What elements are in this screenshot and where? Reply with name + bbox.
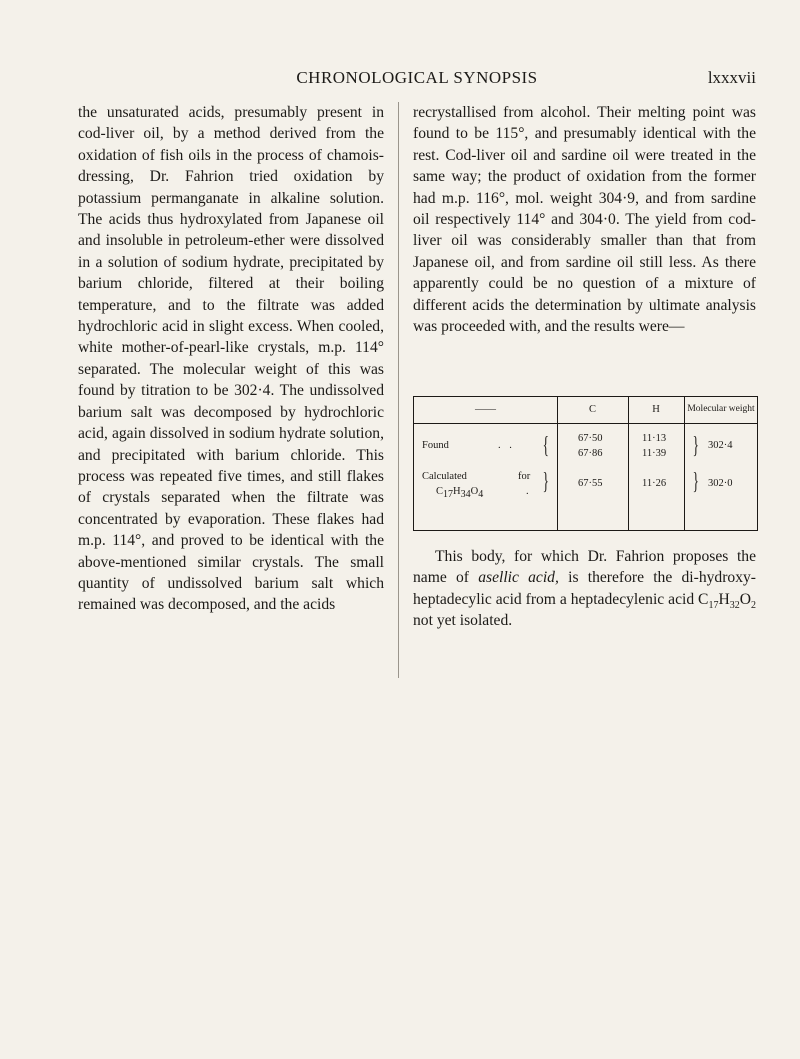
brace-icon: } [692,433,699,459]
right-column [413,102,756,337]
page-number: lxxxvii [707,68,756,87]
right-paragraph: recrystallised from alcohol. Their melting point was found to be 115°, and presumably identical with the rest. Cod-liver oil and sardine oil were treated in the same way; the product of oxidation from the former had m.p. 116°, mol. weight 304·9, and from sardine oil respectively 114° and 304·0. The yield from cod-liver oil was considerably smaller than that from Japanese oil, and from sardine oil still less. As there apparently could be no question of a mixture of different acids the determination by ultimate analysis was proceeded with, and the results were— [413,104,756,336]
column-divider [398,102,399,678]
found-h1: 11·13 [642,433,667,444]
calculated-formula: $C_{17}H_{34}O_4$ [436,486,484,501]
acid-name: asellic acid, [478,569,559,587]
conclusion-text: is therefore the di-hydroxy-heptadecylic acid from a heptadecylenic acid C [413,569,756,608]
running-header [78,68,756,92]
found-label: Found [422,440,449,451]
found-c1: 67·50 [578,433,603,444]
analysis-table [413,396,758,531]
left-paragraph: the unsaturated acids, presumably present in cod-liver oil, by a method derived from the oxidation of fish oils in the process of chamois-dressing, Dr. Fahrion tried oxidation by potassium permanganate in alkaline solution. The acids thus hydroxylated from Japanese oil and insoluble in petroleum-ether were dissolved in a solution of sodium hydrate, precipitated by barium chloride, filtered at their boiling temperature, and to the filtrate was added hydrochloric acid in slight excess. When cooled, white mother-of-pearl-like crystals, m.p. 114° separated. The molecular weight of this was found by titration to be 302·4. The undissolved barium salt was decomposed by hydrochloric acid, again dissolved in sodium hydrate solution, and precipitated with barium chloride. This process was repeated five times, and still flakes of crystals separated when the filtrate was concentrated by evaporation. These flakes had m.p. 114°, and proved to be identical with the above-mentioned similar crystals. The small quantity of undissolved barium salt which remained was decomposed, and the acids [78,104,384,614]
table-divider [628,397,629,530]
calculated-mw: 302·0 [708,478,733,489]
header-blank: —— [475,404,496,415]
header-h: H [652,404,660,415]
header-title: CHRONOLOGICAL SYNOPSIS [296,68,538,87]
calculated-dot: . [526,486,529,497]
found-h2: 11·39 [642,448,667,459]
left-column [78,102,384,616]
brace-icon: { [542,433,549,459]
found-mw: 302·4 [708,440,733,451]
calculated-c: 67·55 [578,478,603,489]
brace-icon: } [542,469,549,495]
conclusion-text: not yet isolated. [413,612,513,630]
header-molecular-weight: Molecular weight [687,404,755,414]
calculated-for: for [518,471,531,482]
calculated-label: Calculated [422,471,467,482]
found-dots: . . [498,440,515,451]
table-divider [557,397,558,530]
conclusion-paragraph: This body, for which Dr. Fahrion proposes the name of asellic acid, is therefore the di-hydroxy-heptadecylic acid from a heptadecylenic acid $C_{17}H_{32}O_2$ not yet isolated. [413,548,756,630]
table-header-rule [414,423,757,424]
found-c2: 67·86 [578,448,603,459]
header-c: C [588,404,596,415]
calculated-h: 11·26 [642,478,667,489]
table-divider [684,397,685,530]
brace-icon: } [692,469,699,495]
conclusion-text: This body, for which Dr. Fahrion proposes the name of [413,548,756,587]
